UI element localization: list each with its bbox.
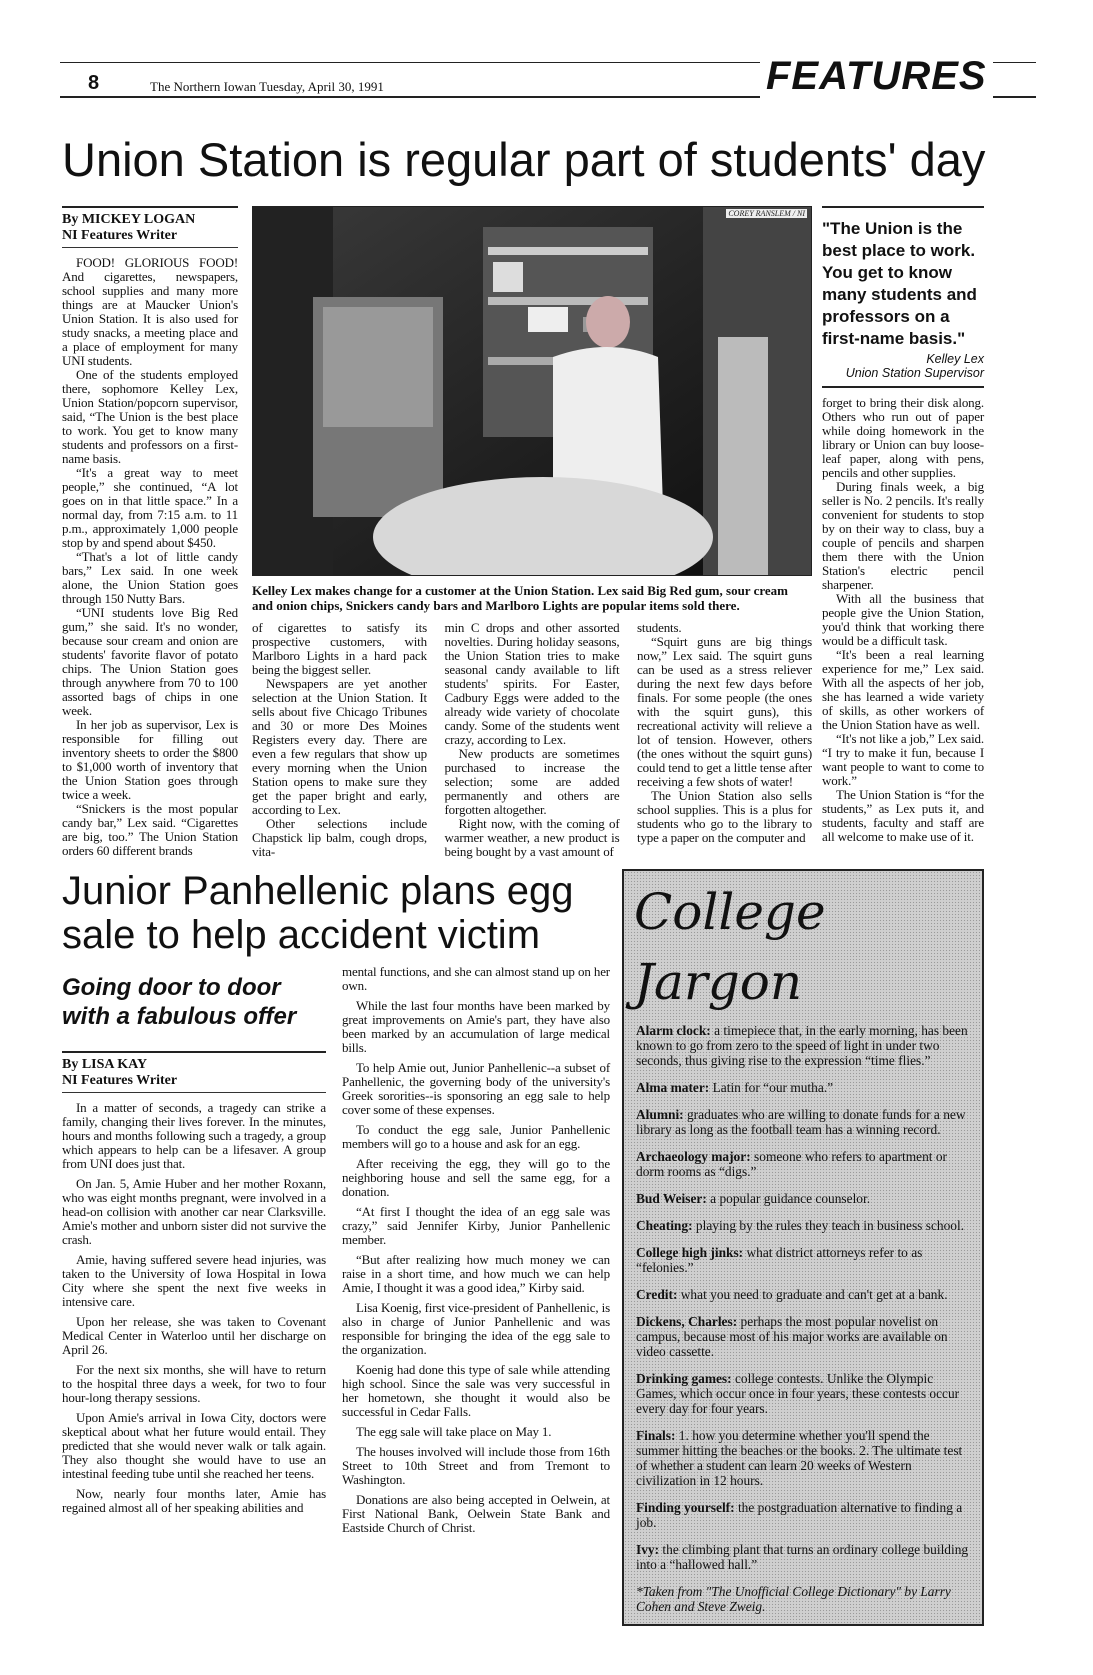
jargon-definition: college contests. Unlike the Olympic Games, which occur once in four years, these contests occur every day for four years. [636, 1371, 960, 1416]
paragraph: Now, nearly four months later, Amie has regained almost all of her speaking abilities and [62, 1486, 326, 1515]
paragraph: “Squirt guns are big things now,” Lex said. The squirt guns can be used as a stress reliever during the next few days before finals. For some people (the ones with the squirt guns), this recreational activity will relieve a lot of tension. However, others (the ones without the squirt guns) could tend to get a little tense after receiving a few shots of water! [637, 634, 812, 789]
article2-columns [62, 965, 610, 1541]
paragraph: For the next six months, she will have to return to the hospital three days a week, for two to four hour-long therapy sessions. [62, 1362, 326, 1405]
paragraph: min C drops and other assorted novelties. During holiday seasons, the Union Station tries to make seasonal candy available to lift students' spirits. For Easter, Cadbury Eggs were added to the already wide variety of chocolate candy. Some of the students went crazy, according to Lex. [444, 620, 620, 747]
jargon-entry [636, 1371, 972, 1416]
pull-quote [822, 206, 984, 388]
paragraph: With all the business that people give the Union Station, you'd think that working there would be a difficult task. [822, 591, 984, 648]
jargon-term: Alarm clock: [636, 1023, 711, 1038]
article-column [252, 621, 427, 859]
photo [252, 206, 812, 576]
jargon-term: College high jinks: [636, 1245, 744, 1260]
article-column [637, 621, 812, 845]
jargon-entry [636, 1314, 972, 1359]
jargon-entry [636, 1080, 972, 1095]
jargon-term: Dickens, Charles: [636, 1314, 738, 1329]
photo-caption: Kelley Lex makes change for a customer at the Union Station. Lex said Big Red gum, sour cream and onion chips, Snickers candy bars and Marlboro Lights are popular items sold there. [252, 583, 788, 613]
paragraph: While the last four months have been marked by great improvements on Amie's part, they have also been marked by an accumulation of large medical bills. [342, 998, 610, 1055]
jargon-definition: Latin for “our mutha.” [712, 1080, 834, 1095]
jargon-term: Cheating: [636, 1218, 693, 1233]
jargon-definition: graduates who are willing to donate funds for a new library as long as the football team has a winning record. [636, 1107, 966, 1137]
jargon-entry [636, 1191, 972, 1206]
photo-image [253, 207, 812, 576]
jargon-entry [636, 1245, 972, 1275]
paragraph: mental functions, and she can almost stand up on her own. [342, 964, 610, 993]
photo-credit: COREY RANSLEM / NI [728, 209, 805, 218]
article-headline: Junior Panhellenic plans egg sale to help accident victim [62, 869, 574, 957]
jargon-source: *Taken from "The Unofficial College Dictionary" by Larry Cohen and Steve Zweig. [636, 1584, 951, 1614]
jargon-definition: 1. how you determine whether you'll spend the summer hitting the beaches or the books. 2. The ultimate test of whether a student can learn 20 weeks of Western civilization in 12 hours. [636, 1428, 963, 1488]
jargon-entry [636, 1107, 972, 1137]
paragraph: “It's been a real learning experience for me,” Lex said. With all the aspects of her job, she has learned a wide variety of skills, as other workers of the Union Station have as well. [822, 647, 984, 732]
paragraph: FOOD! GLORIOUS FOOD! And cigarettes, newspapers, school supplies and many more things are at Maucker Union's Union Station. It is also used for study snacks, a meeting place and a place of employment for many UNI students. [62, 255, 238, 368]
paragraph: of cigarettes to satisfy its prospective customers, with Marlboro Lights in a hard pack being the biggest seller. [252, 620, 427, 677]
article-column [342, 965, 610, 1541]
paragraph: Upon her release, she was taken to Covenant Medical Center in Waterloo until her discharge on April 26. [62, 1314, 326, 1357]
section-name: FEATURES [760, 54, 993, 99]
jargon-definition: perhaps the most popular novelist on campus, because most of his major works are available on video cassette. [636, 1314, 948, 1359]
jargon-entry [636, 1218, 972, 1233]
jargon-entries [624, 1023, 982, 1572]
paragraph: “At first I thought the idea of an egg sale was crazy,” said Jennifer Kirby, Junior Panhellenic member. [342, 1204, 610, 1247]
article1-right [822, 206, 984, 844]
jargon-entry [636, 1023, 972, 1068]
paper-date: The Northern Iowan Tuesday, April 30, 1991 [150, 79, 384, 94]
paragraph: Newspapers are yet another selection at the Union Station. It sells about five Chicago Tribunes and 30 or more Des Moines Registers every day. There are even a few regulars that show up every morning when the Union Station opens to make sure they get the paper bright and early, according to Lex. [252, 676, 427, 817]
jargon-entry [636, 1428, 972, 1488]
paragraph: “That's a lot of little candy bars,” Lex said. In one week alone, the Union Station goes through 150 Nutty Bars. [62, 549, 238, 606]
paragraph: Lisa Koenig, first vice-president of Panhellenic, is also in charge of Junior Panhellenic and was responsible for bringing the idea of the egg sale to the organization. [342, 1300, 610, 1357]
college-jargon-box [622, 869, 984, 1626]
pull-quote-text: "The Union is the best place to work. You get to know many students and professors on a first-name basis." [822, 219, 977, 348]
jargon-definition: what district attorneys refer to as “felonies.” [636, 1245, 923, 1275]
jargon-term: Archaeology major: [636, 1149, 751, 1164]
page-number: 8 [88, 72, 100, 94]
article1-section [62, 206, 984, 859]
paragraph: Other selections include Chapstick lip balm, cough drops, vita- [252, 816, 427, 859]
jargon-definition: a popular guidance counselor. [710, 1191, 871, 1206]
jargon-definition: the postgraduation alternative to finding a job. [636, 1500, 963, 1530]
jargon-term: Credit: [636, 1287, 678, 1302]
pull-quote-role: Union Station Supervisor [845, 366, 984, 380]
paragraph: forget to bring their disk along. Others who run out of paper while doing homework in the library or Union can buy loose-leaf paper, along with pens, pencils and other supplies. [822, 395, 984, 480]
article2-left [62, 965, 326, 1521]
jargon-title: College Jargon [634, 883, 826, 1011]
paragraph: To conduct the egg sale, Junior Panhellenic members will go to a house and ask for an egg. [342, 1122, 610, 1151]
article2-section [62, 869, 984, 1626]
article1-left [62, 206, 238, 858]
paragraph: Right now, with the coming of warmer weather, a new product is being bought by a vast amount of [444, 816, 620, 859]
jargon-term: Drinking games: [636, 1371, 732, 1386]
jargon-entry [636, 1542, 972, 1572]
paragraph: Donations are also being accepted in Oelwein, at First National Bank, Oelwein State Bank and Eastside Church of Christ. [342, 1492, 610, 1535]
article-headline: Union Station is regular part of students' day [62, 133, 986, 186]
paragraph: To help Amie out, Junior Panhellenic--a subset of Panhellenic, the governing body of the university's Greek sororities--is sponsoring an egg sale to help cover some of these expenses. [342, 1060, 610, 1117]
article1-columns [252, 621, 812, 859]
masthead [60, 54, 1036, 104]
article2-main [62, 869, 610, 1541]
paragraph: The Union Station is “for the students,” as Lex puts it, and students, faculty and staff are all welcome to make use of it. [822, 787, 984, 844]
paragraph: On Jan. 5, Amie Huber and her mother Roxann, who was eight months pregnant, were involved in a head-on collision with another car near Clarksville. Amie's mother and unborn sister did not survive the crash. [62, 1176, 326, 1247]
paragraph: “It's a great way to meet people,” she continued, “A lot goes on in that little space.” In a normal day, from 7:15 a.m. to 11 p.m., approximately 1,000 people stop by and spend about $450. [62, 465, 238, 550]
jargon-term: Alma mater: [636, 1080, 710, 1095]
paragraph: Koenig had done this type of sale while attending high school. Since the sale was very successful in her hometown, she thought it would also be successful in Cedar Falls. [342, 1362, 610, 1419]
paragraph: After receiving the egg, they will go to the neighboring house and sell the same egg, for a donation. [342, 1156, 610, 1199]
byline [62, 206, 238, 248]
paragraph: In her job as supervisor, Lex is responsible for filling out inventory sheets to order the $800 to $1,000 worth of inventory that the Union Station goes through twice a week. [62, 717, 238, 802]
jargon-definition: the climbing plant that turns an ordinary college building into a “hallowed hall.” [636, 1542, 969, 1572]
byline-title: NI Features Writer [62, 1073, 178, 1088]
paragraph: The houses involved will include those from 16th Street to 10th Street and from Tremont to Washington. [342, 1444, 610, 1487]
page-body [62, 206, 984, 1626]
jargon-entry [636, 1500, 972, 1530]
paragraph: Upon Amie's arrival in Iowa City, doctors were skeptical about what her future would entail. They predicted that she would never walk or talk again. They also thought she would have to use an intestinal feeding tube until she reached her teens. [62, 1410, 326, 1481]
paragraph: Amie, having suffered severe head injuries, was taken to the University of Iowa Hospital in Iowa City where she spent the next five weeks in intensive care. [62, 1252, 326, 1309]
paragraph: “It's not like a job,” Lex said. “I try to make it fun, because I want people to want to come to work.” [822, 731, 984, 788]
article-column [62, 1101, 326, 1515]
pull-quote-name: Kelley Lex [926, 352, 984, 366]
byline-title: NI Features Writer [62, 228, 178, 243]
byline-name: By LISA KAY [62, 1057, 148, 1072]
paragraph: One of the students employed there, sophomore Kelley Lex, Union Station/popcorn supervisor, said, “The Union is the best place to work. You get to know many students and professors on a first-name basis. [62, 367, 238, 466]
jargon-definition: playing by the rules they teach in business school. [695, 1218, 965, 1233]
paragraph: During finals week, a big seller is No. 2 pencils. It's really convenient for students to stop by on their way to class, buy a couple of pencils and sharpen them there with the Union Station's electric pencil sharpener. [822, 479, 984, 592]
paragraph: New products are sometimes purchased to increase the selection; some are added permanently and others are forgotten altogether. [444, 746, 620, 817]
paragraph: The Union Station also sells school supplies. This is a plus for students who go to the library to type a paper on the computer and [637, 788, 812, 845]
jargon-definition: someone who refers to apartment or dorm rooms as “digs.” [636, 1149, 948, 1179]
paragraph: “UNI students love Big Red gum,” she said. It's no wonder, because sour cream and onion are students' favorite flavor of potato chips. The Union Station goes through anywhere from 70 to 100 assorted bags of chips in one week. [62, 605, 238, 718]
paragraph: “But after realizing how much money we can raise in a short time, and how much we can help Amie, I thought it was a good idea,” Kirby said. [342, 1252, 610, 1295]
article-column [62, 256, 238, 858]
paragraph: The egg sale will take place on May 1. [356, 1424, 552, 1439]
jargon-entry [636, 1149, 972, 1179]
jargon-term: Ivy: [636, 1542, 660, 1557]
article-column [822, 396, 984, 844]
jargon-term: Finals: [636, 1428, 676, 1443]
jargon-term: Alumni: [636, 1107, 684, 1122]
jargon-definition: what you need to graduate and can't get at a bank. [680, 1287, 948, 1302]
article1-middle [252, 206, 812, 859]
jargon-term: Bud Weiser: [636, 1191, 707, 1206]
byline [62, 1051, 326, 1093]
byline-name: By MICKEY LOGAN [62, 212, 196, 227]
article-column [445, 621, 620, 859]
article-subhead: Going door to door with a fabulous offer [62, 974, 297, 1030]
jargon-entry [636, 1287, 972, 1302]
jargon-definition: a timepiece that, in the early morning, has been known to go from zero to the speed of light in under two seconds, thus giving rise to the expression “time flies.” [636, 1023, 968, 1068]
paragraph: “Snickers is the most popular candy bar,” Lex said. “Cigarettes are big, too.” The Union Station orders 60 different brands [62, 801, 238, 858]
paragraph: In a matter of seconds, a tragedy can strike a family, changing their lives forever. In the minutes, hours and months following such a tragedy, a group which appears to help can be a lifesaver. A group from UNI does just that. [62, 1100, 326, 1171]
paragraph: students. [637, 620, 682, 635]
jargon-term: Finding yourself: [636, 1500, 735, 1515]
